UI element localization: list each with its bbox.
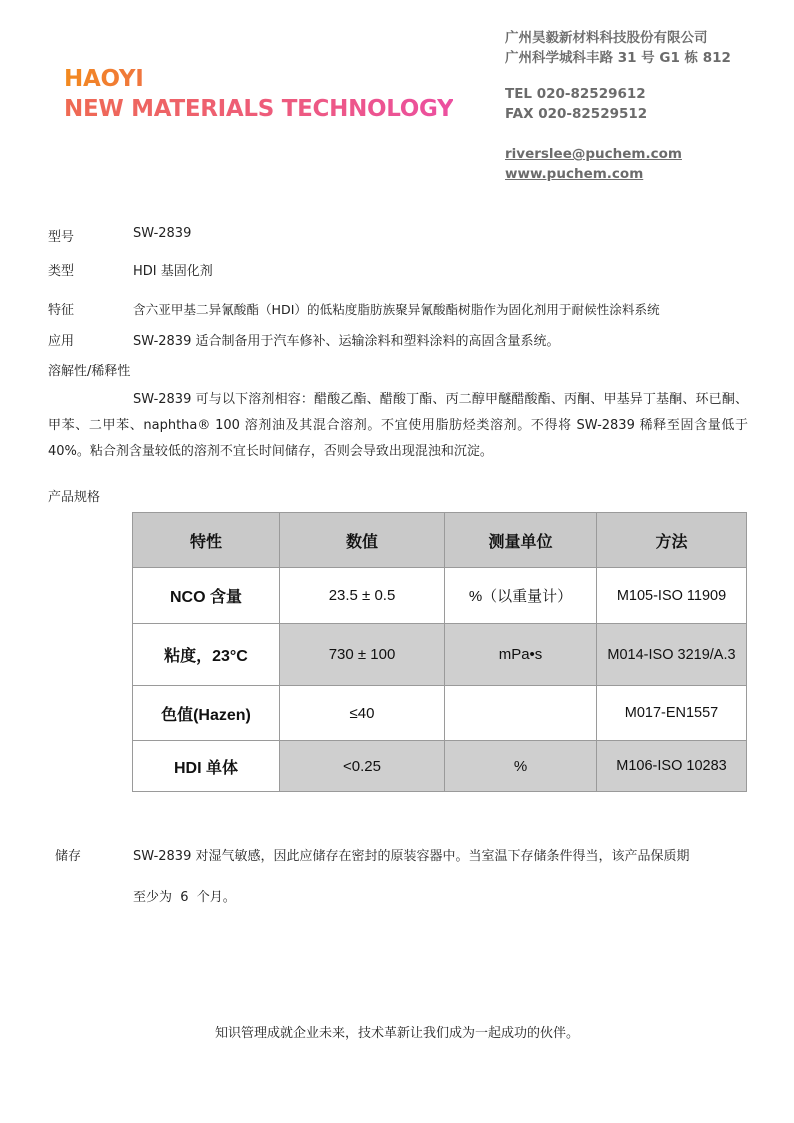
table-row xyxy=(133,686,747,741)
type-label: 类型 xyxy=(48,264,75,279)
fax: FAX 020-82529512 xyxy=(505,106,648,122)
telephone: TEL 020-82529612 xyxy=(505,86,646,102)
storage-line2: 至少为 6 个月。 xyxy=(133,890,236,905)
table-row xyxy=(133,568,747,624)
model-label: 型号 xyxy=(48,230,75,245)
header-unit: 测量单位 xyxy=(445,513,597,568)
application-label: 应用 xyxy=(48,334,75,349)
solubility-paragraph xyxy=(48,387,748,465)
company-name: 广州昊毅新材料科技股份有限公司 xyxy=(505,30,708,46)
cell-unit: % xyxy=(445,741,597,792)
brand-tagline: NEW MATERIALS TECHNOLOGY xyxy=(64,96,454,122)
cell-value: ≤40 xyxy=(280,686,445,741)
cell-property: 色值(Hazen) xyxy=(133,686,280,741)
cell-method: M014-ISO 3219/A.3 xyxy=(597,624,747,686)
table-header-row xyxy=(133,513,747,568)
company-address: 广州科学城科丰路 31 号 G1 栋 812 xyxy=(505,50,731,66)
header-value: 数值 xyxy=(280,513,445,568)
spec-label: 产品规格 xyxy=(48,490,101,505)
solubility-text: SW-2839 可与以下溶剂相容：醋酸乙酯、醋酸丁酯、丙二醇甲醚醋酸酯、丙酮、甲基异丁基酮、环已酮、甲苯、二甲苯、naphtha® 100 溶剂油及其混合溶剂。不宜使用脂肪烃类溶剂。不得将 SW-2839 稀释至固含量低于 40%。粘合剂含量较低的溶剂不宜长时间储存，否则会导致出现混浊和沉淀。 xyxy=(48,392,748,459)
brand-name: HAOYI xyxy=(64,66,144,92)
cell-property: NCO 含量 xyxy=(133,568,280,624)
application-value: SW-2839 适合制备用于汽车修补、运输涂料和塑料涂料的高固含量系统。 xyxy=(133,334,560,349)
cell-method: M017-EN1557 xyxy=(597,686,747,741)
website-link[interactable]: www.puchem.com xyxy=(505,166,644,182)
cell-method: M106-ISO 10283 xyxy=(597,741,747,792)
table-row xyxy=(133,624,747,686)
header-method: 方法 xyxy=(597,513,747,568)
solubility-label: 溶解性/稀释性 xyxy=(48,364,131,379)
feature-label: 特征 xyxy=(48,303,75,318)
model-value: SW-2839 xyxy=(133,226,192,241)
cell-unit xyxy=(445,686,597,741)
header-property: 特性 xyxy=(133,513,280,568)
cell-property: HDI 单体 xyxy=(133,741,280,792)
cell-value: 23.5 ± 0.5 xyxy=(280,568,445,624)
feature-value: 含六亚甲基二异氰酸酯（HDI）的低粘度脂肪族聚异氰酸酯树脂作为固化剂用于耐候性涂料系统 xyxy=(133,302,660,317)
cell-property: 粘度，23°C xyxy=(133,624,280,686)
table-row xyxy=(133,741,747,792)
storage-label: 储存 xyxy=(55,849,82,864)
cell-unit: %（以重量计） xyxy=(445,568,597,624)
cell-unit: mPa•s xyxy=(445,624,597,686)
email-link[interactable]: riverslee@puchem.com xyxy=(505,146,682,162)
cell-method: M105-ISO 11909 xyxy=(597,568,747,624)
type-value: HDI 基固化剂 xyxy=(133,264,213,279)
spec-table xyxy=(132,512,747,792)
storage-line1: SW-2839 对湿气敏感，因此应储存在密封的原装容器中。当室温下存储条件得当，该产品保质期 xyxy=(133,849,690,864)
cell-value: <0.25 xyxy=(280,741,445,792)
footer-slogan: 知识管理成就企业未来，技术革新让我们成为一起成功的伙伴。 xyxy=(214,1026,579,1041)
cell-value: 730 ± 100 xyxy=(280,624,445,686)
